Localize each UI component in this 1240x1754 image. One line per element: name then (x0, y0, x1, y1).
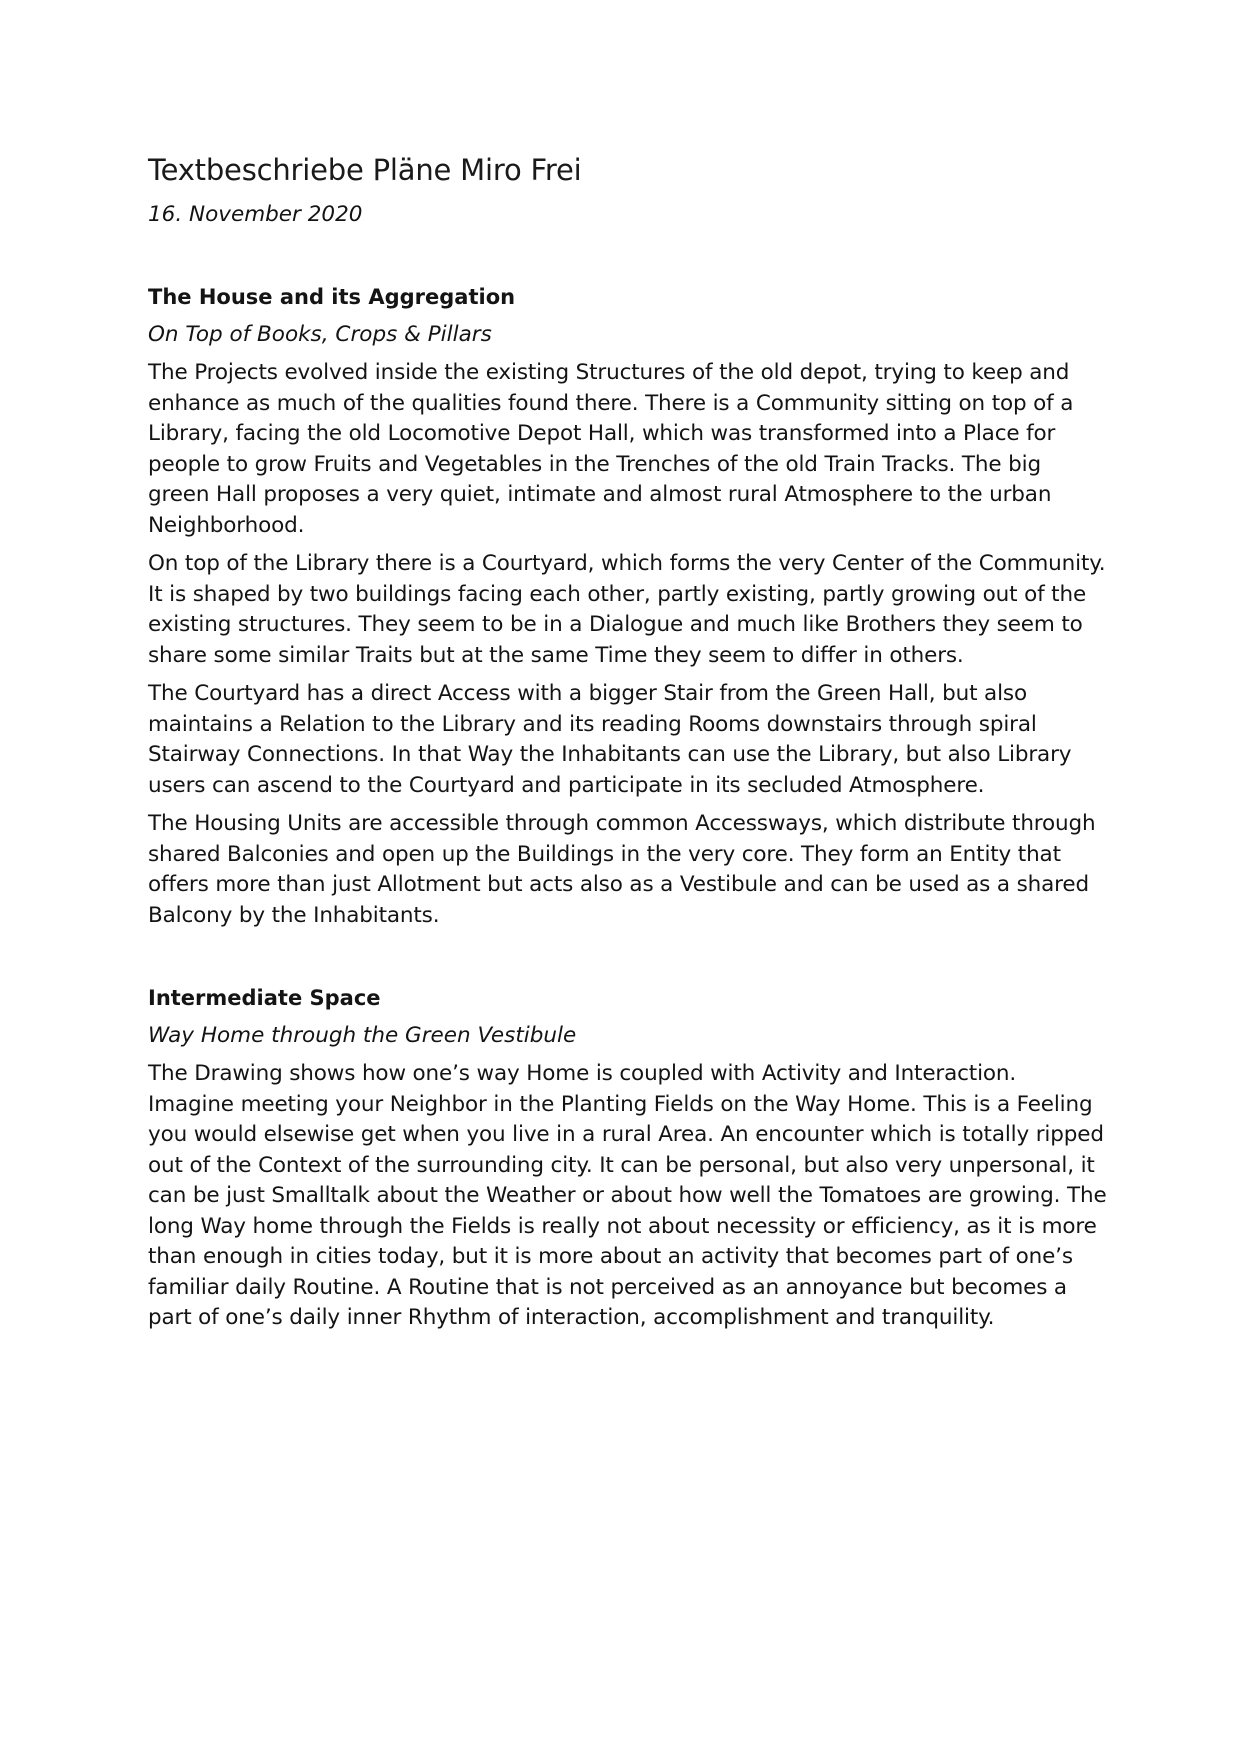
section-subtitle: On Top of Books, Crops & Pillars (148, 322, 492, 347)
paragraph: The Courtyard has a direct Access with a bigger Stair from the Green Hall, but also maintains a Relation to the Library and its reading Rooms downstairs through spiral Stairway Connections. In that Way the Inhabitants can use the Library, but also Library users can ascend to the Courtyard and participate in its secluded Atmosphere. (148, 681, 1072, 798)
paragraph: The Housing Units are accessible through common Accessways, which distribute through shared Balconies and open up the Buildings in the very core. They form an Entity that offers more than just Allotment but acts also as a Vestibule and can be used as a shared Balcony by the Inhabitants. (148, 811, 1096, 928)
paragraph: On top of the Library there is a Courtyard, which forms the very Center of the Community. It is shaped by two buildings facing each other, partly existing, partly growing out of the existing structures. They seem to be in a Dialogue and much like Brothers they seem to share some similar Traits but at the same Time they seem to differ in others. (148, 551, 1106, 668)
section-heading: Intermediate Space (148, 986, 381, 1010)
paragraph: The Projects evolved inside the existing Structures of the old depot, trying to keep and enhance as much of the qualities found there. There is a Community sitting on top of a Library, facing the old Locomotive Depot Hall, which was transformed into a Place for people to grow Fruits and Vegetables in the Trenches of the old Train Tracks. The big green Hall proposes a very quiet, intimate and almost rural Atmosphere to the urban Neighborhood. (148, 360, 1074, 538)
document-date: 16. November 2020 (148, 202, 363, 227)
document-page (148, 150, 1108, 1334)
document-title: Textbeschriebe Pläne Miro Frei (148, 153, 582, 187)
section-house-aggregation (148, 282, 1108, 931)
section-heading: The House and its Aggregation (148, 285, 516, 309)
section-intermediate-space (148, 983, 1108, 1334)
section-subtitle: Way Home through the Green Vestibule (148, 1023, 577, 1048)
paragraph: The Drawing shows how one’s way Home is coupled with Activity and Interaction. Imagine meeting your Neighbor in the Planting Fields on the Way Home. This is a Feeling you would elsewise get when you live in a rural Area. An encounter which is totally ripped out of the Context of the surrounding city. It can be personal, but also very unpersonal, it can be just Smalltalk about the Weather or about how well the Tomatoes are growing. The long Way home through the Fields is really not about necessity or efficiency, as it is more than enough in cities today, but it is more about an activity that becomes part of one’s familiar daily Routine. A Routine that is not perceived as an annoyance but becomes a part of one’s daily inner Rhythm of interaction, accomplishment and tranquility. (148, 1061, 1107, 1330)
